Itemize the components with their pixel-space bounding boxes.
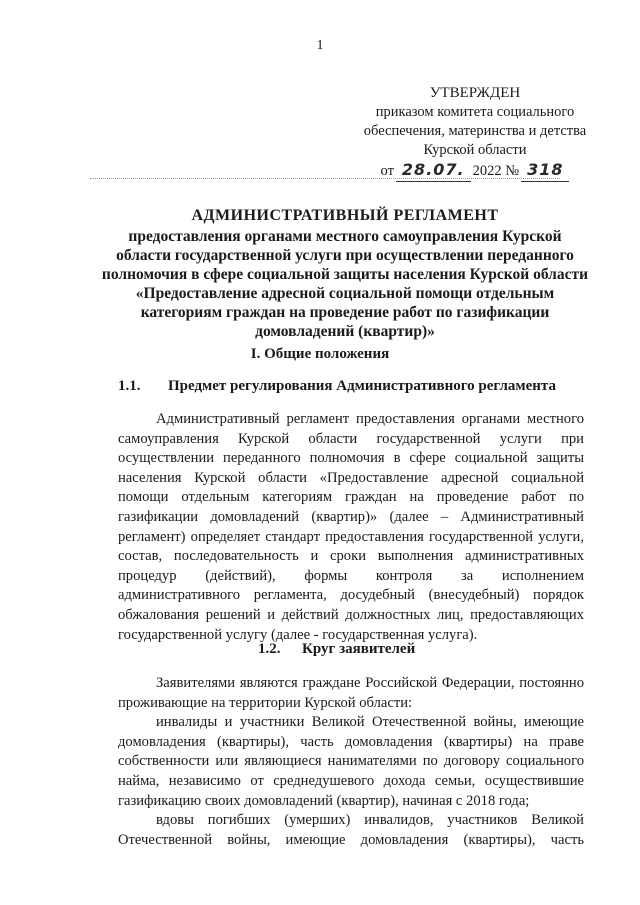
document-title-line: предоставления органами местного самоуправления Курской	[128, 228, 562, 245]
year-text: 2022 №	[472, 163, 520, 179]
applicants-item: инвалиды и участники Великой Отечественной войны, имеющие домовладения (квартиры), часть домовладения (квартиры) на праве собственности или являющиеся нанимателями по договору социального найма, независимо от среднедушевого дохода семьи, осуществившие газификацию своих домовладений (квартир), начиная с 2018 года;	[118, 714, 584, 809]
document-title-line: домовладений (квартир)»	[255, 323, 435, 340]
page-number: 1	[316, 38, 324, 53]
handwritten-date: 28.07.	[401, 160, 465, 179]
section-heading: I. Общие положения	[250, 346, 390, 362]
subsection-number: 1.2.	[258, 641, 281, 657]
paragraph-1-2	[118, 674, 584, 850]
paragraph-1-1	[118, 410, 584, 645]
applicants-intro: Заявителями являются граждане Российской Федерации, постоянно проживающие на территории Курской области:	[118, 675, 584, 711]
scan-artifact-line	[90, 178, 560, 179]
date-prefix: от	[380, 163, 394, 179]
subsection-heading-1-1	[118, 378, 588, 395]
paragraph-text: Административный регламент предоставления органами местного самоуправления Курской области государственной услуги при осуществлении переданного полномочия в сфере социальной защиты населения Курской области «Предоставление адресной социальной помощи отдельным категориям граждан на проведение работ по газификации домовладений (квартир)» (далее – Административный регламент) определяет стандарт предоставления государственной услуги, состав, последовательность и сроки выполнения административных процедур (действий), формы контроля за исполнением административного регламента, досудебный (внесудебный) порядок обжалования решений и действий должностных лиц, предоставляющих государственной услугу (далее - государственная услуга).	[118, 411, 584, 643]
document-title-main: АДМИНИСТРАТИВНЫЙ РЕГЛАМЕНТ	[191, 207, 499, 224]
applicants-item: вдовы погибших (умерших) инвалидов, участников Великой Отечественной войны, имеющие домовладения (квартиры), часть	[118, 812, 584, 848]
subsection-heading-1-2	[258, 641, 558, 658]
approval-line: обеспечения, материнства и детства	[363, 123, 587, 139]
subsection-number: 1.1.	[118, 378, 141, 394]
document-title-line: полномочия в сфере социальной защиты населения Курской области	[101, 266, 589, 283]
subsection-title: Круг заявителей	[302, 641, 416, 657]
handwritten-number: 318	[527, 160, 564, 179]
document-title-line: «Предоставление адресной социальной помощи отдельным	[135, 285, 555, 302]
document-title-line: категориям граждан на проведение работ по газификации	[140, 304, 550, 321]
approval-line: Курской области	[423, 142, 527, 158]
document-title	[85, 206, 605, 341]
subsection-title: Предмет регулирования Административного регламента	[168, 378, 556, 394]
document-title-line: области государственной услуги при осуществлении переданного	[116, 247, 574, 264]
approval-title: УТВЕРЖДЕН	[429, 85, 521, 101]
approval-line: приказом комитета социального	[375, 104, 575, 120]
approval-stamp-block	[330, 84, 620, 182]
